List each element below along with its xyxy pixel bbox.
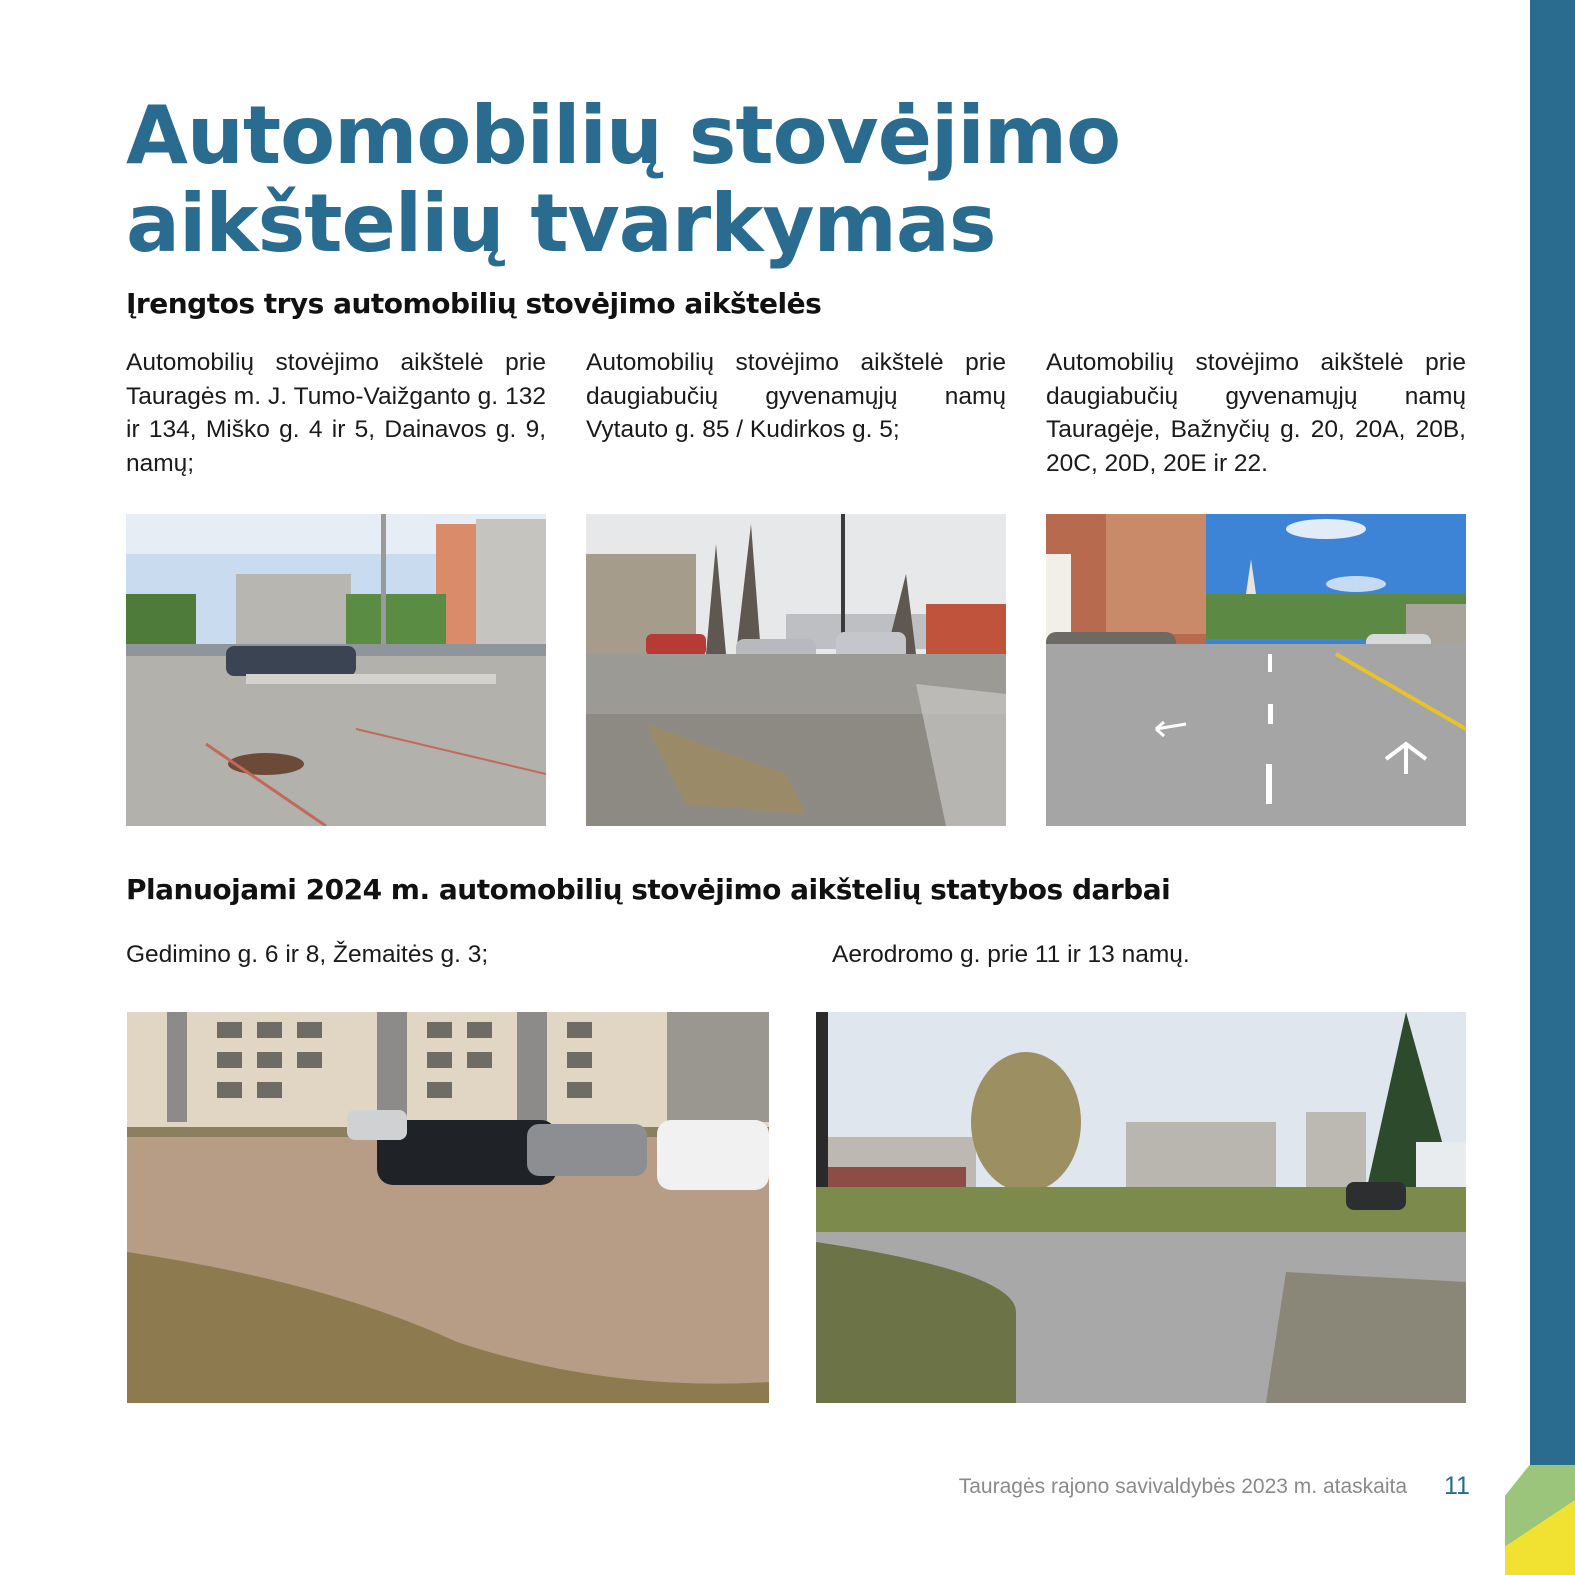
page-number: 11: [1444, 1472, 1470, 1500]
footer-report-title: Tauragės rajono savivaldybės 2023 m. ataskaita: [958, 1475, 1407, 1498]
section-heading-installed: Įrengtos trys automobilių stovėjimo aikštelės: [126, 287, 822, 320]
photo-parking-lot-3: [1046, 514, 1466, 826]
side-accent-bar: [1530, 0, 1575, 1575]
page-title: Automobilių stovėjimo aikštelių tvarkymas: [126, 89, 1121, 270]
photo-parking-lot-1: [126, 514, 546, 826]
section-heading-planned: Planuojami 2024 m. automobilių stovėjimo aikštelių statybos darbai: [126, 873, 1171, 906]
planned-lot-description-1: Gedimino g. 6 ir 8, Žemaitės g. 3;: [126, 941, 489, 968]
photo-planned-lot-2: [816, 1012, 1466, 1403]
planned-lot-description-2: Aerodromo g. prie 11 ir 13 namų.: [832, 941, 1190, 968]
installed-lot-description-2: Automobilių stovėjimo aikštelė prie daugiabučių gyvenamųjų namų Vytauto g. 85 / Kudirkos g. 5;: [586, 349, 1006, 443]
photo-parking-lot-2: [586, 514, 1006, 826]
installed-lot-description-1: Automobilių stovėjimo aikštelė prie Tauragės m. J. Tumo-Vaižganto g. 132 ir 134, Miško g. 4 ir 5, Dainavos g. 9, namų;: [126, 349, 546, 477]
installed-lot-description-3: Automobilių stovėjimo aikštelė prie daugiabučių gyvenamųjų namų Tauragėje, Bažnyčių g. 20, 20A, 20B, 20C, 20D, 20E ir 22.: [1046, 349, 1466, 477]
photo-planned-lot-1: [127, 1012, 769, 1403]
